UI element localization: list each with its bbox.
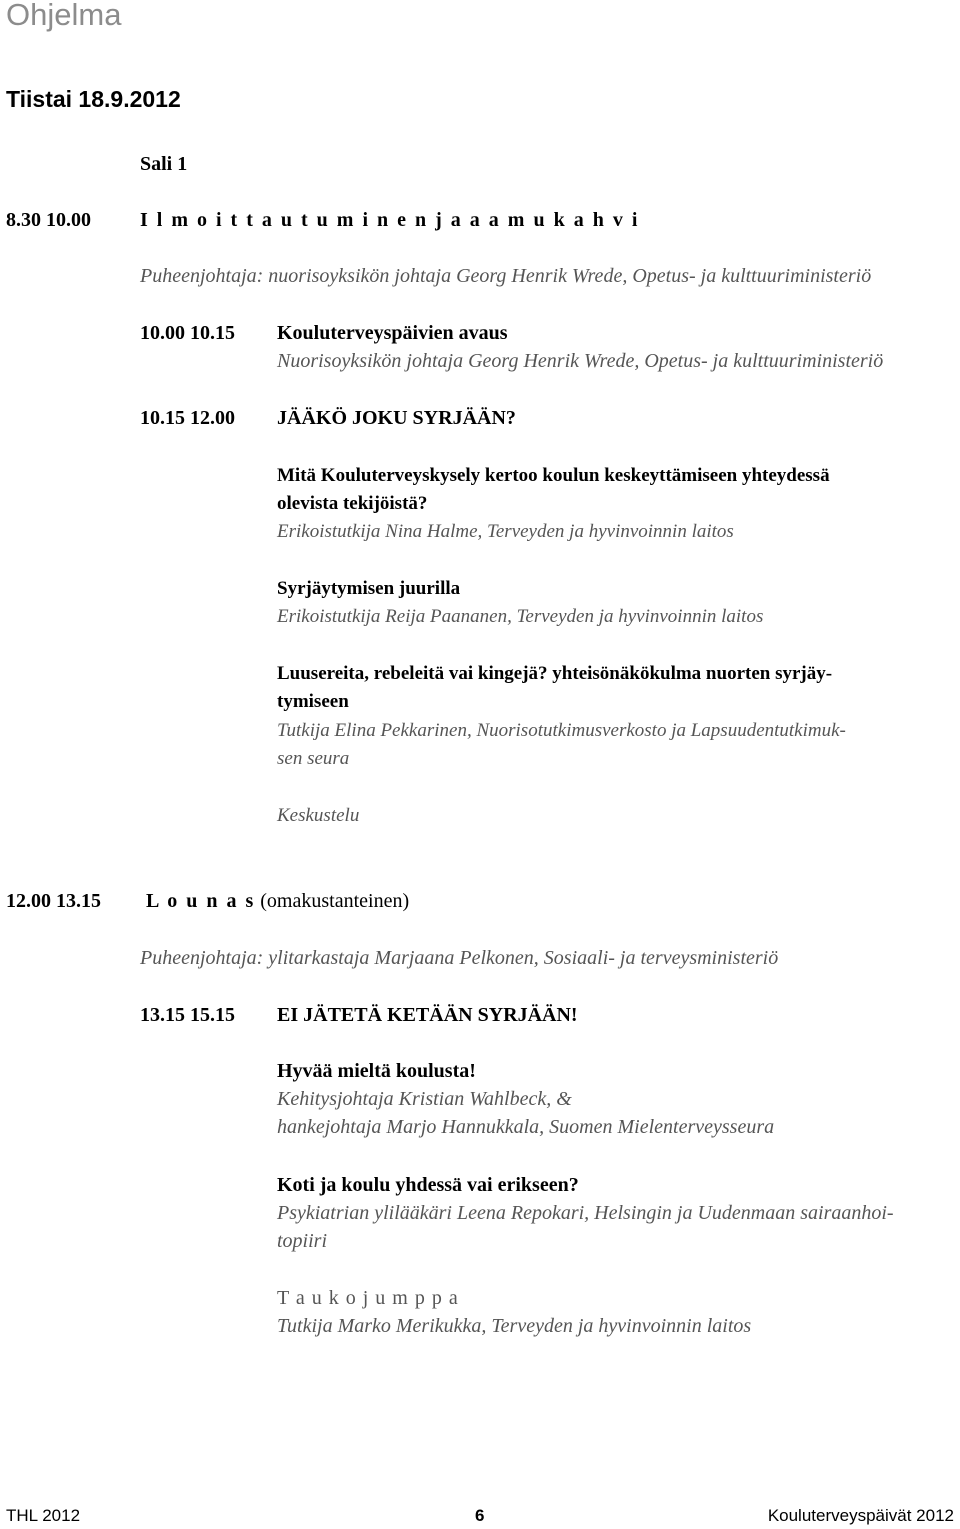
opening-time: 10.00 10.15	[140, 322, 235, 344]
lunch-row	[146, 890, 409, 913]
talk-2-title: Syrjäytymisen juurilla	[277, 578, 461, 599]
talk-4-title: Hyvää mieltä koulusta!	[277, 1060, 476, 1082]
talk-1-speaker: Erikoistutkija Nina Halme, Terveyden ja hyvinvoinnin laitos	[277, 521, 734, 542]
lunch-title: L o u n a s	[146, 890, 256, 912]
chair-1: Puheenjohtaja: nuorisoyksikön johtaja Georg Henrik Wrede, Opetus- ja kulttuuriministeriö	[140, 265, 872, 287]
footer-right: Kouluterveyspäivät 2012	[767, 1506, 954, 1525]
talk-3-title-line-2: tymiseen	[277, 691, 349, 712]
session-2-title: EI JÄTETÄ KETÄÄN SYRJÄÄN!	[277, 1004, 578, 1026]
date-heading: Tiistai 18.9.2012	[6, 86, 181, 112]
session-2-time: 13.15 15.15	[140, 1004, 235, 1026]
chair-2: Puheenjohtaja: ylitarkastaja Marjaana Pelkonen, Sosiaali- ja terveysministeriö	[140, 947, 779, 969]
talk-5-speaker-line-1: Psykiatrian ylilääkäri Leena Repokari, Helsingin ja Uudenmaan sairaanhoi-	[277, 1202, 894, 1224]
lunch-note: (omakustanteinen)	[260, 890, 410, 912]
talk-5-speaker-line-2: topiiri	[277, 1230, 328, 1252]
session-1-title: JÄÄKÖ JOKU SYRJÄÄN?	[277, 407, 516, 429]
session-1-time: 10.15 12.00	[140, 407, 235, 429]
registration-time: 8.30 10.00	[6, 209, 91, 231]
talk-3-title-line-1: Luusereita, rebeleitä vai kingejä? yhteisönäkökulma nuorten syrjäy-	[277, 663, 833, 684]
talk-4-speaker-line-2: hankejohtaja Marjo Hannukkala, Suomen Mielenterveysseura	[277, 1116, 775, 1138]
room-label: Sali 1	[140, 153, 188, 175]
opening-speaker: Nuorisoyksikön johtaja Georg Henrik Wrede, Opetus- ja kulttuuriministeriö	[277, 350, 884, 372]
talk-3-speaker-line-2: sen seura	[277, 748, 350, 769]
break-speaker: Tutkija Marko Merikukka, Terveyden ja hyvinvoinnin laitos	[277, 1315, 752, 1337]
opening-title: Kouluterveyspäivien avaus	[277, 322, 508, 344]
talk-3-speaker-line-1: Tutkija Elina Pekkarinen, Nuorisotutkimusverkosto ja Lapsuudentutkimuk-	[277, 720, 846, 741]
footer-left: THL 2012	[6, 1506, 81, 1525]
lunch-time: 12.00 13.15	[6, 890, 101, 912]
talk-4-speaker-line-1: Kehitysjohtaja Kristian Wahlbeck, &	[277, 1088, 572, 1110]
break-title: T a u k o j u m p p a	[277, 1287, 459, 1309]
page-title: Ohjelma	[6, 0, 122, 32]
talk-1-title-line-1: Mitä Kouluterveyskysely kertoo koulun keskeyttämiseen yhteydessä	[277, 465, 830, 486]
talk-5-title: Koti ja koulu yhdessä vai erikseen?	[277, 1174, 579, 1196]
page-number: 6	[475, 1506, 485, 1525]
talk-1-title-line-2: olevista tekijöistä?	[277, 493, 428, 514]
registration-title: I l m o i t t a u t u m i n e n j a a a m u k a h v i	[140, 209, 638, 231]
talk-2-speaker: Erikoistutkija Reija Paananen, Terveyden ja hyvinvoinnin laitos	[277, 606, 764, 627]
discussion-label: Keskustelu	[277, 805, 360, 826]
